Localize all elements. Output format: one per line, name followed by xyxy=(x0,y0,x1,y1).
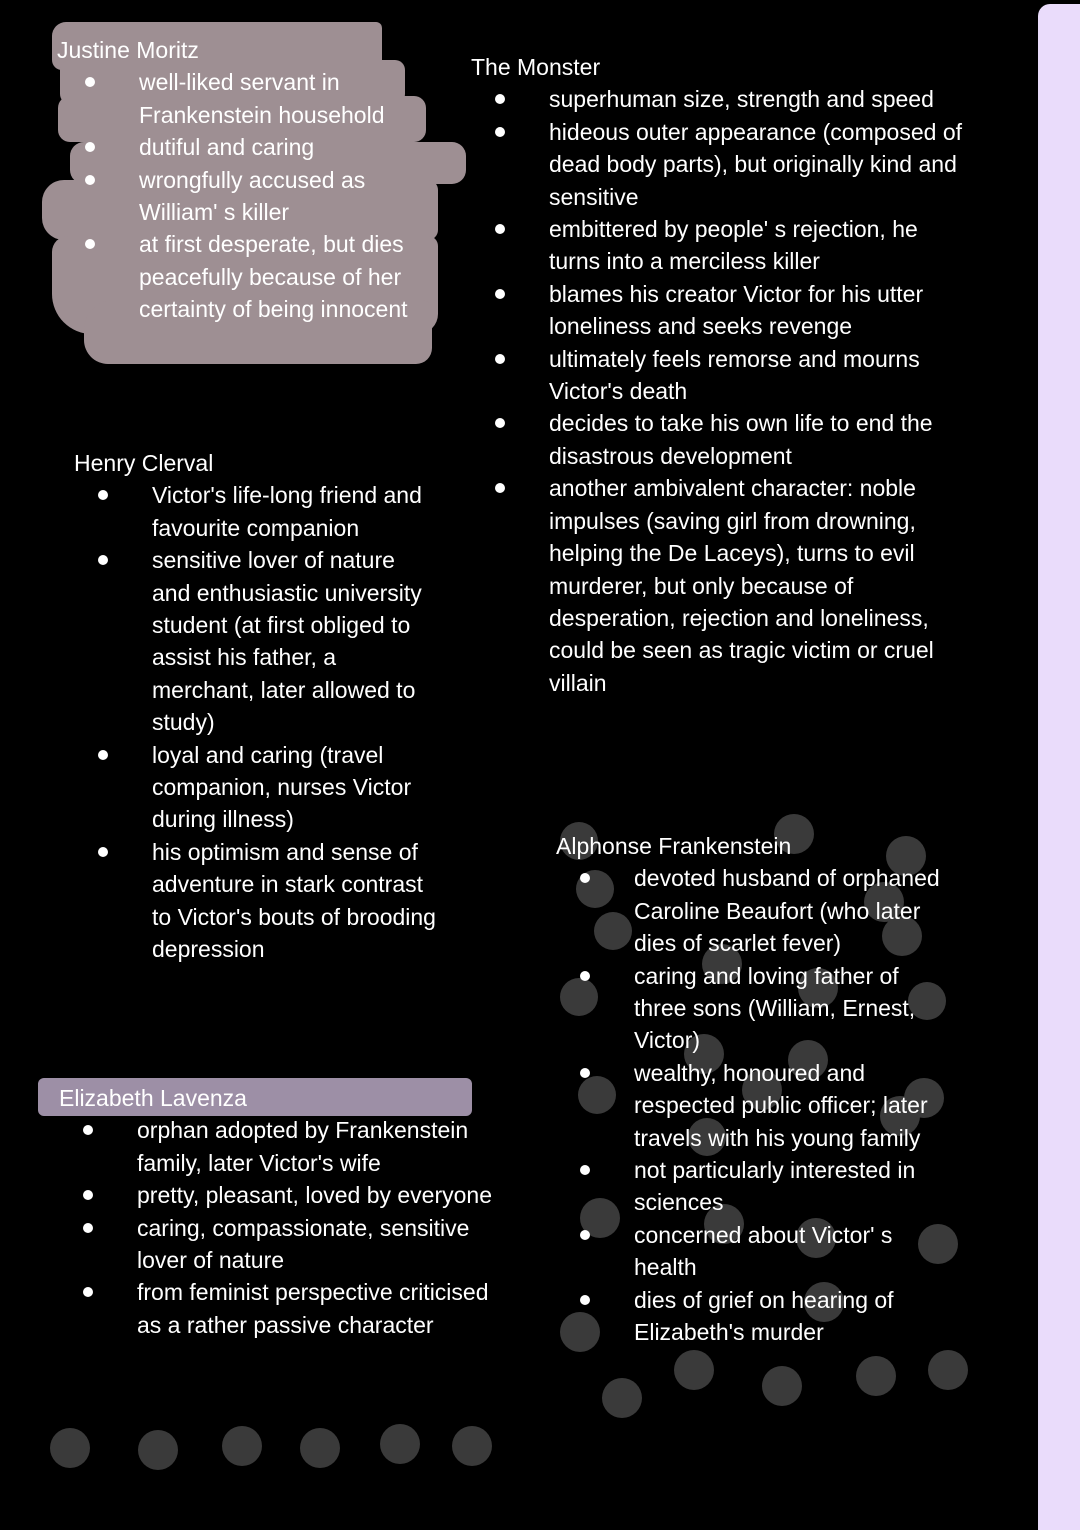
elizabeth-list xyxy=(59,1114,499,1341)
list-item: blames his creator Victor for his utter loneliness and seeks revenge xyxy=(471,278,971,343)
list-item: his optimism and sense of adventure in stark contrast to Victor's bouts of brooding depression xyxy=(74,836,439,966)
list-item: hideous outer appearance (composed of dead body parts), but originally kind and sensitive xyxy=(471,116,971,213)
list-item: concerned about Victor' s health xyxy=(556,1219,956,1284)
monster-list xyxy=(471,83,971,699)
list-item: decides to take his own life to end the disastrous development xyxy=(471,407,971,472)
monster-section xyxy=(471,51,971,699)
list-item: dies of grief on hearing of Elizabeth's murder xyxy=(556,1284,956,1349)
monster-title: The Monster xyxy=(471,54,601,80)
side-panel-strip xyxy=(1038,4,1080,1530)
list-item: ultimately feels remorse and mourns Victor's death xyxy=(471,343,971,408)
justine-section xyxy=(57,34,437,326)
list-item: devoted husband of orphaned Caroline Beaufort (who later dies of scarlet fever) xyxy=(556,862,956,959)
list-item: orphan adopted by Frankenstein family, later Victor's wife xyxy=(59,1114,499,1179)
henry-list xyxy=(74,479,439,965)
list-item: dutiful and caring xyxy=(61,131,437,163)
list-item: embittered by people' s rejection, he turns into a merciless killer xyxy=(471,213,971,278)
alphonse-list xyxy=(556,862,956,1348)
henry-title: Henry Clerval xyxy=(74,450,214,476)
list-item: caring, compassionate, sensitive lover of nature xyxy=(59,1212,499,1277)
justine-title: Justine Moritz xyxy=(57,37,199,63)
list-item: superhuman size, strength and speed xyxy=(471,83,971,115)
alphonse-title: Alphonse Frankenstein xyxy=(556,833,792,859)
list-item: well-liked servant in Frankenstein household xyxy=(61,66,437,131)
list-item: at first desperate, but dies peacefully because of her certainty of being innocent xyxy=(61,228,437,325)
list-item: from feminist perspective criticised as a rather passive character xyxy=(59,1276,499,1341)
list-item: another ambivalent character: noble impulses (saving girl from drowning, helping the De Laceys), turns to evil murderer, but only because of desperation, rejection and loneliness, could be seen as tragic victim or cruel villain xyxy=(471,472,971,699)
alphonse-section xyxy=(556,830,956,1349)
henry-section xyxy=(74,447,439,966)
list-item: sensitive lover of nature and enthusiastic university student (at first obliged to assist his father, a merchant, later allowed to study) xyxy=(74,544,439,738)
elizabeth-section xyxy=(59,1082,499,1341)
list-item: wealthy, honoured and respected public officer; later travels with his young family xyxy=(556,1057,956,1154)
list-item: Victor's life-long friend and favourite companion xyxy=(74,479,439,544)
list-item: loyal and caring (travel companion, nurses Victor during illness) xyxy=(74,739,439,836)
elizabeth-title: Elizabeth Lavenza xyxy=(59,1085,247,1111)
list-item: caring and loving father of three sons (William, Ernest, Victor) xyxy=(556,960,956,1057)
list-item: pretty, pleasant, loved by everyone xyxy=(59,1179,499,1211)
justine-list xyxy=(61,66,437,325)
list-item: not particularly interested in sciences xyxy=(556,1154,956,1219)
list-item: wrongfully accused as William' s killer xyxy=(61,164,437,229)
